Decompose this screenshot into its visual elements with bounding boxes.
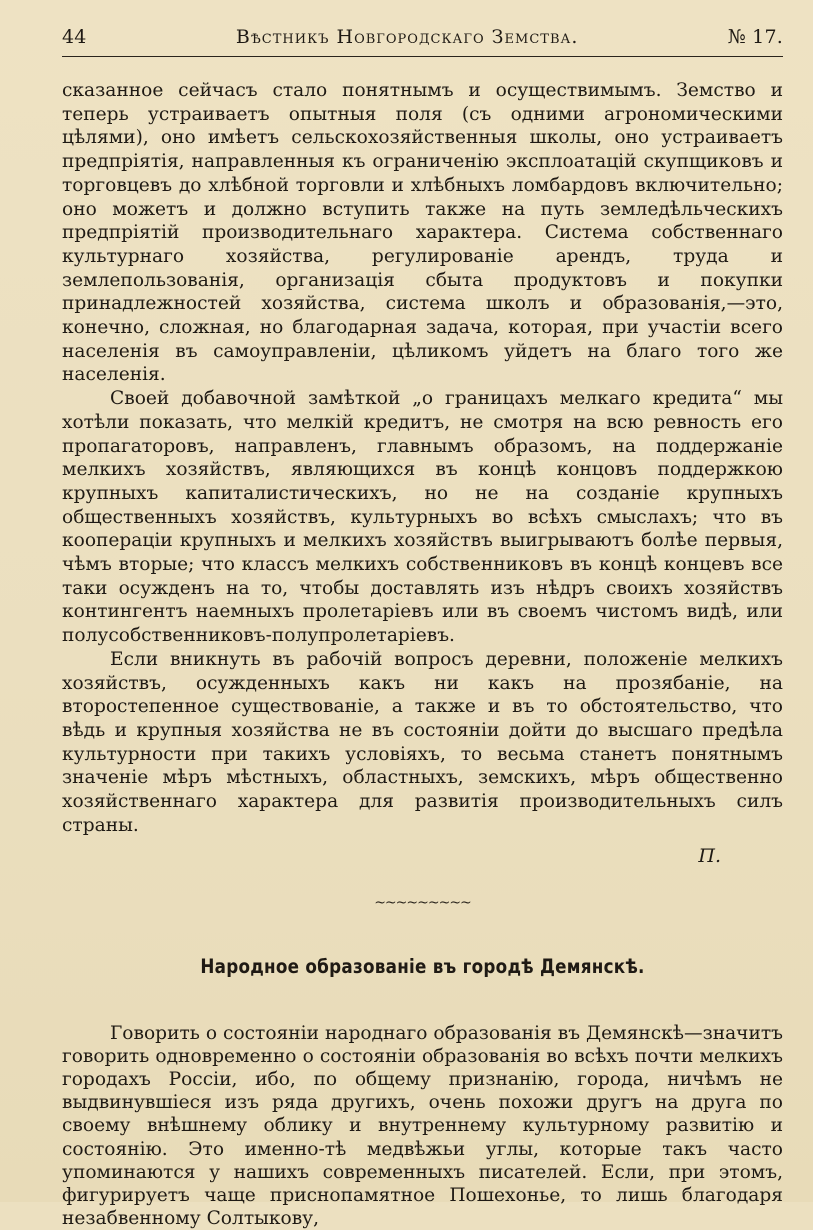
article-paragraph-2: Своей добавочной замѣткой „о границахъ мелкаго кредита“ мы хотѣли показать, что мелкій кредитъ, не смотря на всю ревность его пропагаторовъ, направленъ, главнымъ образомъ, на поддержаніе мелкихъ хозяйствъ, являющихся въ концѣ концовъ поддержкою крупныхъ капиталистическихъ, но не на созданіе крупныхъ общественныхъ хозяйствъ, культурныхъ во всѣхъ смыслахъ; что въ коопераціи крупныхъ и мелкихъ хозяйствъ выигрываютъ болѣе первыя, чѣмъ вторые; что классъ мелкихъ собственниковъ въ концѣ концевъ все таки осужденъ на то, чтобы доставлять изъ нѣдръ своихъ хозяйствъ контингентъ наемныхъ пролетаріевъ или въ своемъ чистомъ видѣ, или полусобственниковъ-полупролетаріевъ. xyxy=(62,387,783,648)
journal-title: Вѣстникъ Новгородскаго Земства. xyxy=(236,24,578,50)
issue-number: № 17. xyxy=(728,24,783,50)
section-heading: Народное образованіе въ городѣ Демянскѣ. xyxy=(112,954,732,980)
section-body xyxy=(62,1022,783,1230)
section-divider-ornament xyxy=(62,894,783,912)
article-paragraph-3: Если вникнуть въ рабочій вопросъ деревни, положеніе мелкихъ хозяйствъ, осужденныхъ какъ ни какъ на прозябаніе, на второстепенное существованіе, а также и въ то обстоятельство, что вѣдь и крупныя хозяйства не въ состояніи дойти до высшаго предѣла культурности при такихъ условіяхъ, то весьма станетъ понятнымъ значеніе мѣръ мѣстныхъ, областныхъ, земскихъ, мѣръ общественно хозяйственнаго характера для развитія производительныхъ силъ страны. xyxy=(62,648,783,838)
ornament-text: ~~~~~~~~~ xyxy=(374,895,471,911)
section-paragraph-1: Говорить о состояніи народнаго образованія въ Демянскѣ—значитъ говорить одновременно о состояніи образованія во всѣхъ почти мелкихъ городахъ Россіи, ибо, по общему признанію, города, ничѣмъ не выдвинувшіеся изъ ряда другихъ, очень похожи другъ на друга по своему внѣшнему облику и внутреннему культурному развитію и состоянію. Это именно-тѣ медвѣжьи углы, которые такъ часто упоминаются у нашихъ современныхъ писателей. Если, при этомъ, фигурируетъ чаще приснопамятное Пошехонье, то лишь благодаря незабвенному Солтыкову, xyxy=(62,1022,783,1230)
article-paragraph-1: сказанное сейчасъ стало понятнымъ и осуществимымъ. Земство и теперь устраиваетъ опытныя поля (съ одними агрономическими цѣлями), оно имѣетъ сельскохозяйственныя школы, оно устраиваетъ предпріятія, направленныя къ ограниченію эксплоатацій скупщиковъ и торговцевъ до хлѣбной торговли и хлѣбныхъ ломбардовъ включительно; оно можетъ и должно вступить также на путь земледѣльческихъ предпріятій производительнаго характера. Система собственнаго культурнаго хозяйства, регулированіе арендъ, труда и землепользованія, организація сбыта продуктовъ и покупки принадлежностей хозяйства, система школъ и образованія,—это, конечно, сложная, но благодарная задача, которая, при участіи всего населенія въ самоуправленіи, цѣликомъ уйдетъ на благо того же населенія. xyxy=(62,79,783,387)
author-signature: П. xyxy=(62,844,721,868)
page-number: 44 xyxy=(62,24,87,50)
article-body xyxy=(62,79,783,838)
running-header xyxy=(62,24,783,57)
